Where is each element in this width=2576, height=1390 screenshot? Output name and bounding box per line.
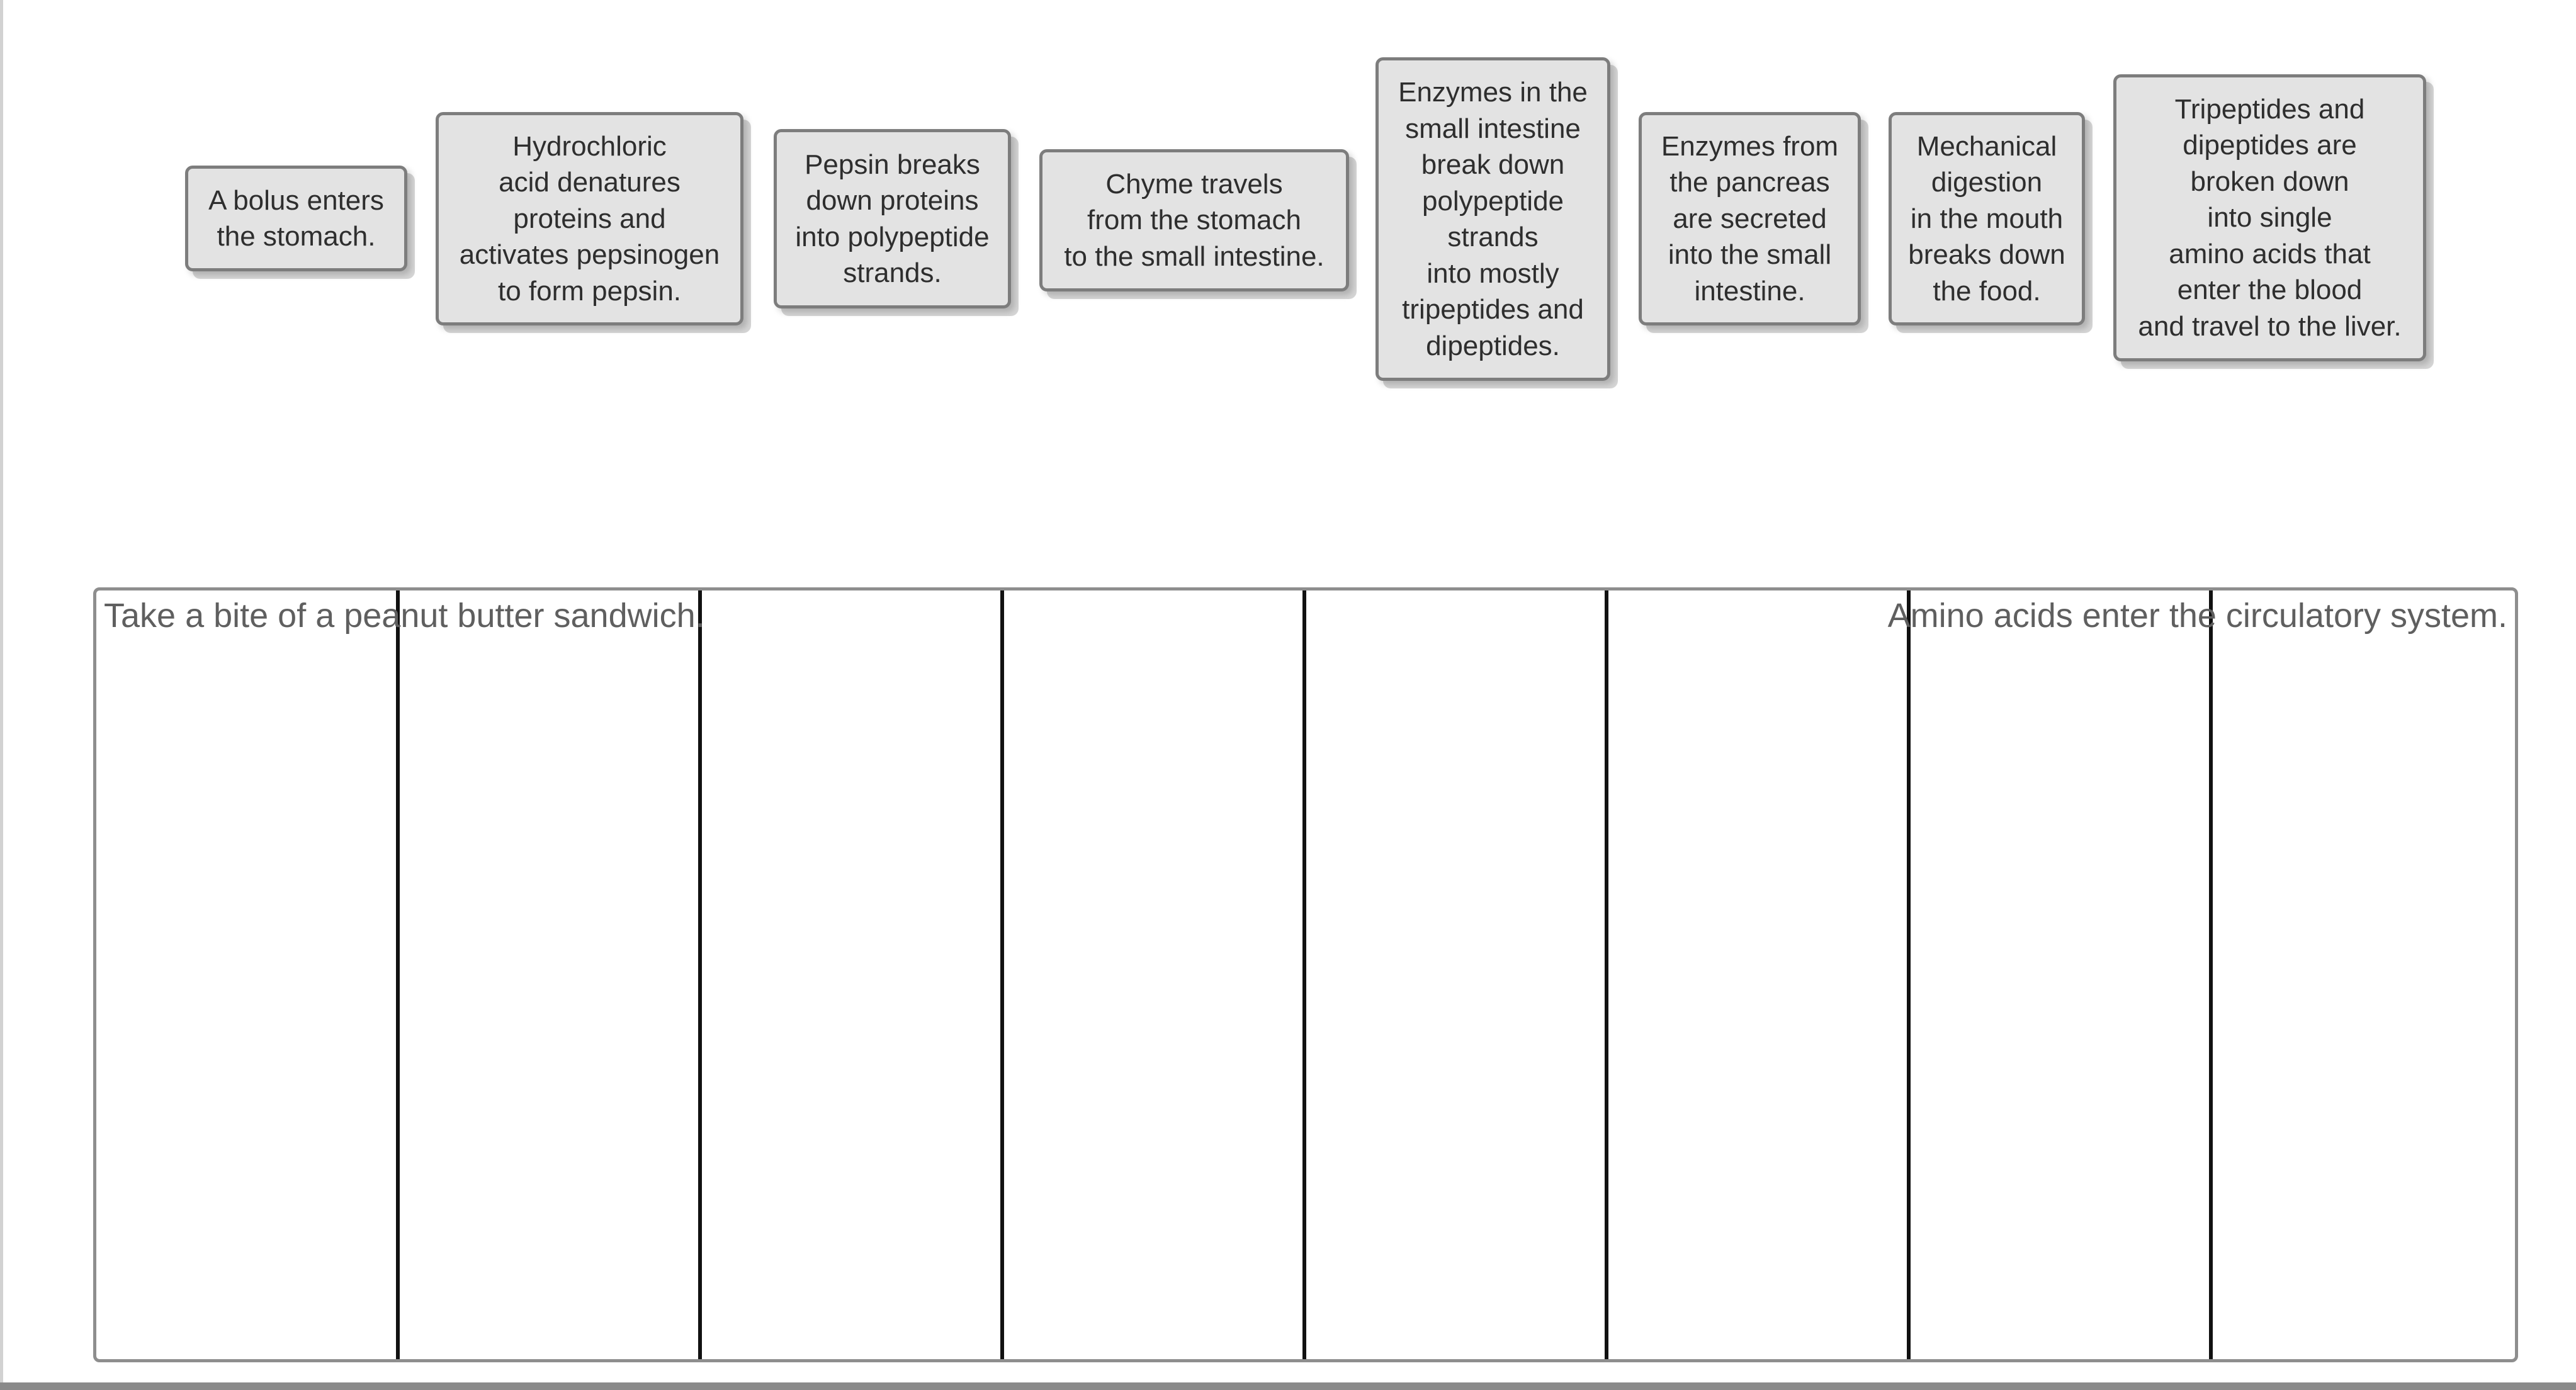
- slot-divider: [698, 590, 702, 1359]
- drop-slot-2[interactable]: [398, 590, 700, 1359]
- drop-slot-4[interactable]: [1002, 590, 1304, 1359]
- slot-divider: [1000, 590, 1004, 1359]
- left-border: [0, 0, 3, 1390]
- sequence-start-label: Take a bite of a peanut butter sandwich.: [104, 597, 705, 635]
- card-tripeptides-dipeptides[interactable]: Tripeptides and dipeptides are broken down into single amino acids that enter the blood and travel to the liver.: [2113, 74, 2426, 361]
- card-enzymes-small-intestine[interactable]: Enzymes in the small intestine break down polypeptide strands into mostly tripeptides and dipeptides.: [1376, 57, 1610, 381]
- slot-divider: [2209, 590, 2213, 1359]
- card-enzymes-from-pancreas[interactable]: Enzymes from the pancreas are secreted into the small intestine.: [1639, 112, 1861, 325]
- drop-slot-8[interactable]: [2211, 590, 2515, 1359]
- drop-slot-5[interactable]: [1304, 590, 1607, 1359]
- slot-divider: [1605, 590, 1608, 1359]
- card-mechanical-digestion[interactable]: Mechanical digestion in the mouth breaks down the food.: [1889, 112, 2085, 325]
- drop-slot-1[interactable]: [96, 590, 398, 1359]
- bottom-border: [0, 1382, 2576, 1390]
- sequence-end-label: Amino acids enter the circulatory system.: [1887, 597, 2507, 635]
- card-bolus-enters-stomach[interactable]: A bolus enters the stomach.: [185, 166, 407, 271]
- slot-divider: [396, 590, 400, 1359]
- drop-slot-7[interactable]: [1909, 590, 2211, 1359]
- slot-divider: [1907, 590, 1911, 1359]
- drop-slot-6[interactable]: [1607, 590, 1909, 1359]
- card-chyme-travels[interactable]: Chyme travels from the stomach to the small intestine.: [1039, 149, 1349, 291]
- sequence-drop-area: [93, 587, 2518, 1362]
- card-hydrochloric-acid[interactable]: Hydrochloric acid denatures proteins and activates pepsinogen to form pepsin.: [436, 112, 743, 325]
- slot-divider: [1302, 590, 1306, 1359]
- drop-slot-3[interactable]: [700, 590, 1002, 1359]
- card-pepsin-breaks-down-proteins[interactable]: Pepsin breaks down proteins into polypeptide strands.: [774, 129, 1011, 308]
